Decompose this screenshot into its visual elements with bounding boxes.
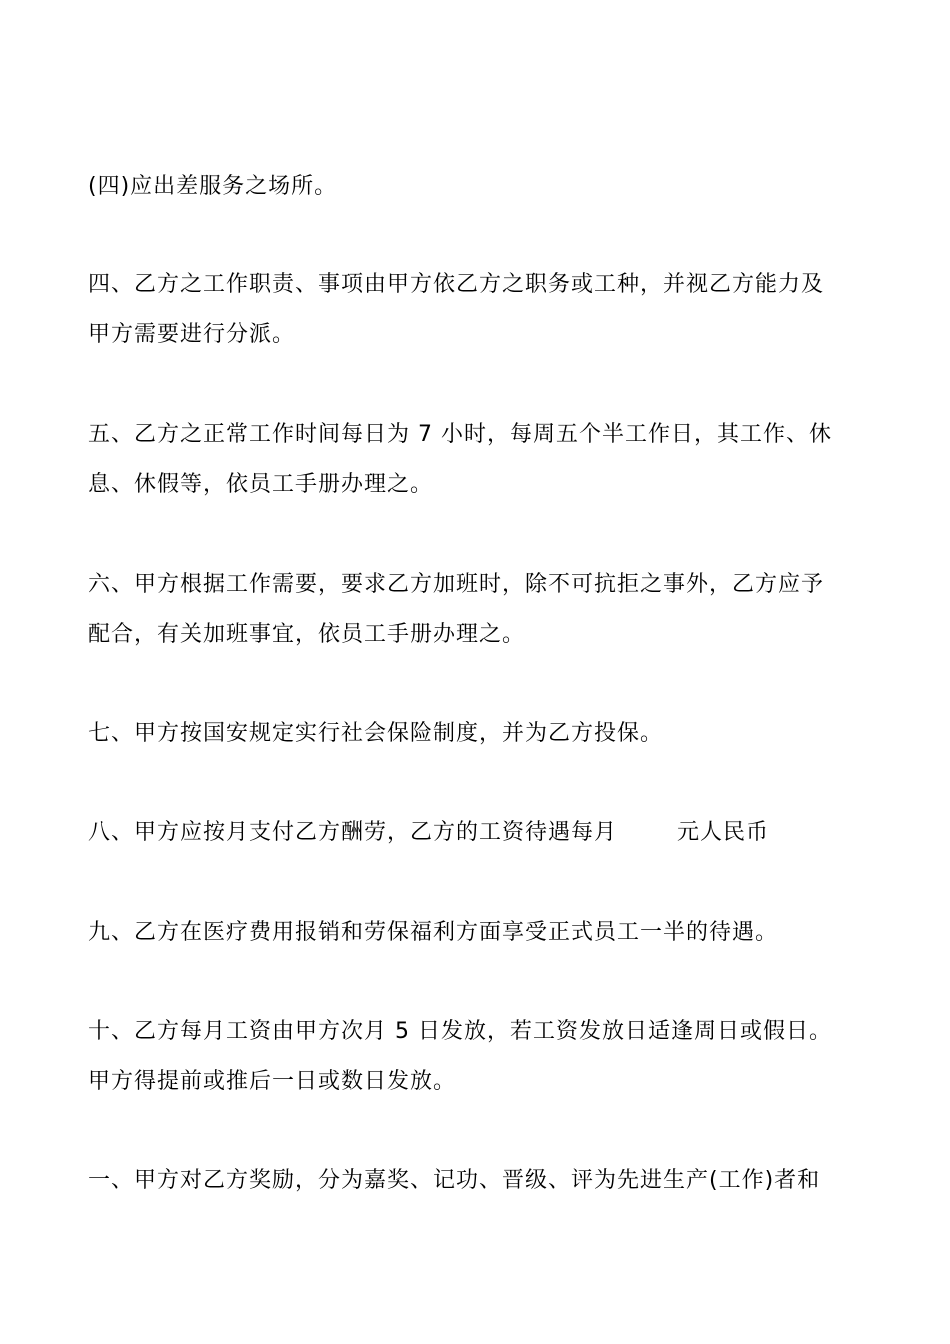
clause-9-line-1: 九、乙方在医疗费用报销和劳保福利方面享受正式员工一半的待遇。 (88, 920, 779, 945)
clause-5-line-2: 息、休假等，依员工手册办理之。 (88, 472, 434, 497)
clause-8-text-before-blank: 八、甲方应按月支付乙方酬劳，乙方的工资待遇每月 (88, 820, 618, 845)
paragraph-item-4-line-1: (四)应出差服务之场所。 (88, 174, 338, 199)
clause-4-line-2: 甲方需要进行分派。 (88, 322, 296, 347)
clause-6-line-1: 六、甲方根据工作需要，要求乙方加班时，除不可抗拒之事外，乙方应予 (88, 572, 825, 597)
clause-10-line-1: 十、乙方每月工资由甲方次月 5 日发放，若工资发放日适逢周日或假日。 (88, 1019, 832, 1044)
clause-8-text-after-blank: 元人民币 (677, 820, 770, 845)
clause-10-line-2: 甲方得提前或推后一日或数日发放。 (88, 1069, 457, 1094)
clause-5-line-1: 五、乙方之正常工作时间每日为 7 小时，每周五个半工作日，其工作、休 (88, 422, 832, 447)
clause-6-line-2: 配合，有关加班事宜，依员工手册办理之。 (88, 622, 526, 647)
clause-7-line-1: 七、甲方按国安规定实行社会保险制度，并为乙方投保。 (88, 721, 664, 746)
clause-11-line-1: 一、甲方对乙方奖励，分为嘉奖、记功、晋级、评为先进生产(工作)者和 (88, 1168, 821, 1193)
clause-4-line-1: 四、乙方之工作职责、事项由甲方依乙方之职务或工种，并视乙方能力及 (88, 272, 825, 297)
clause-8-line-1 (88, 818, 868, 848)
